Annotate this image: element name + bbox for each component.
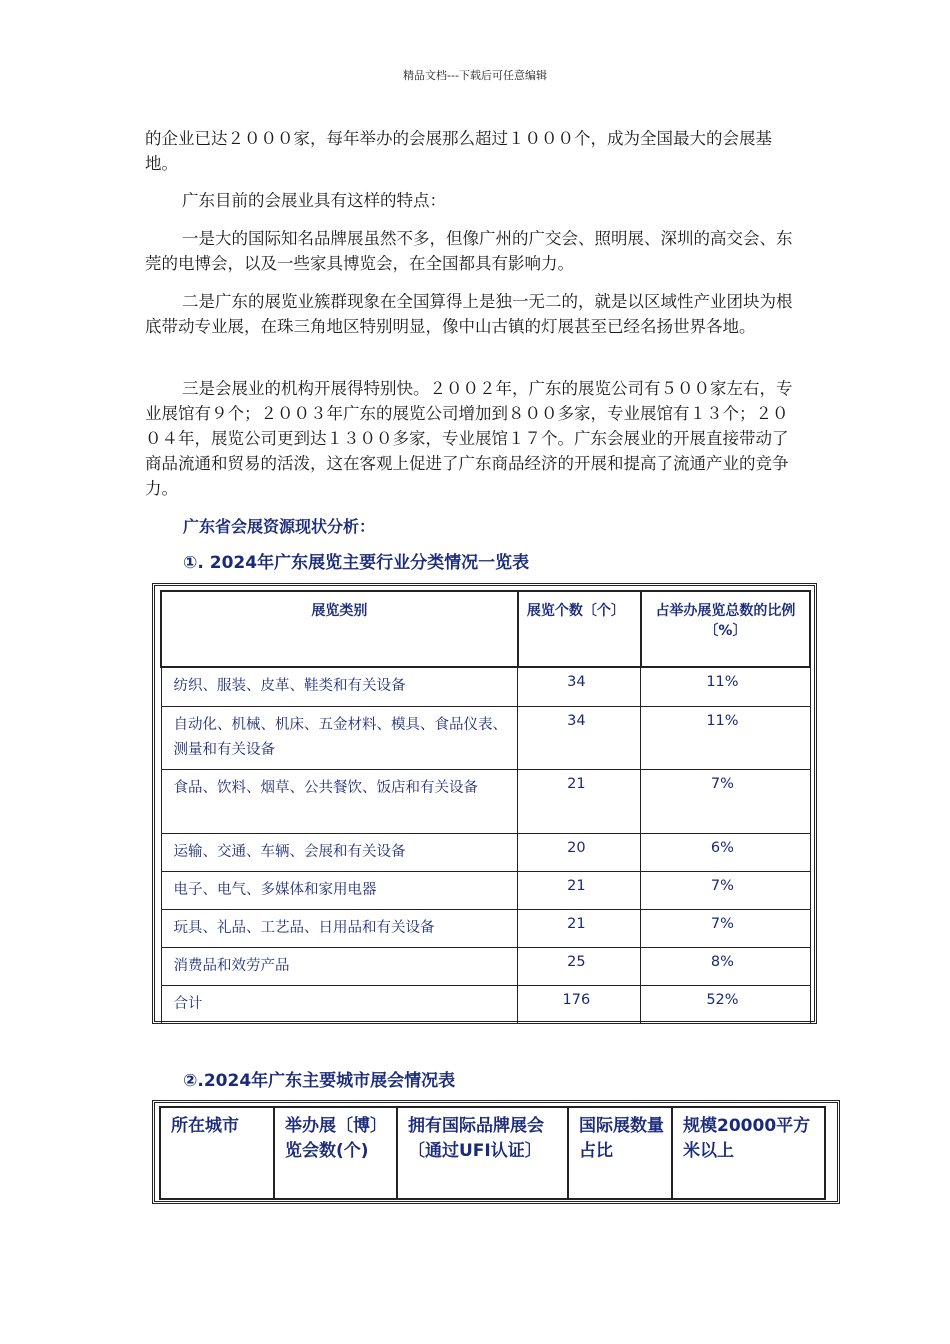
table-total-row bbox=[161, 985, 810, 1023]
paragraph-2: 广东目前的会展业具有这样的特点： bbox=[182, 191, 446, 210]
row-count: 176 bbox=[518, 985, 641, 1023]
city-table bbox=[159, 1106, 826, 1200]
table1-title: ①. 2024年广东展览主要行业分类情况一览表 bbox=[183, 553, 530, 573]
row-count: 21 bbox=[518, 769, 641, 833]
table2-frame bbox=[152, 1100, 840, 1204]
header-category: 展览类别 bbox=[161, 591, 518, 667]
row-count: 34 bbox=[518, 706, 641, 769]
row-percent: 7% bbox=[641, 769, 810, 833]
row-percent: 8% bbox=[641, 947, 810, 985]
row-category: 运输、交通、车辆、会展和有关设备 bbox=[161, 833, 518, 871]
header-note: 精品文档---下载后可任意编辑 bbox=[403, 69, 547, 82]
table-row bbox=[161, 909, 810, 947]
table-row bbox=[161, 706, 810, 769]
header-percent: 占举办展览总数的比例〔%〕 bbox=[641, 591, 810, 667]
row-count: 20 bbox=[518, 833, 641, 871]
table-row bbox=[161, 947, 810, 985]
row-count: 21 bbox=[518, 871, 641, 909]
table-header-row bbox=[161, 591, 810, 667]
header-scale: 规模20000平方米以上 bbox=[672, 1107, 825, 1199]
row-category: 合计 bbox=[161, 985, 518, 1023]
header-ufi-brand: 拥有国际品牌展会〔通过UFI认证〕 bbox=[397, 1107, 568, 1199]
row-category: 消费品和效劳产品 bbox=[161, 947, 518, 985]
table-header-row bbox=[160, 1107, 825, 1199]
industry-table bbox=[160, 590, 811, 1024]
table1-frame bbox=[152, 583, 817, 1024]
row-percent: 7% bbox=[641, 871, 810, 909]
table-row bbox=[161, 833, 810, 871]
table-row bbox=[161, 871, 810, 909]
row-percent: 52% bbox=[641, 985, 810, 1023]
header-city: 所在城市 bbox=[160, 1107, 274, 1199]
header-exhibition-count: 举办展〔博〕览会数(个) bbox=[274, 1107, 397, 1199]
paragraph-3: 一是大的国际知名品牌展虽然不多，但像广州的广交会、照明展、深圳的高交会、东莞的电博会，以及一些家具博览会，在全国都具有影响力。 bbox=[145, 229, 793, 273]
row-percent: 11% bbox=[641, 667, 810, 706]
row-count: 21 bbox=[518, 909, 641, 947]
header-intl-share: 国际展数量占比 bbox=[568, 1107, 672, 1199]
row-category: 纺织、服装、皮革、鞋类和有关设备 bbox=[161, 667, 518, 706]
header-count: 展览个数〔个〕 bbox=[518, 591, 641, 667]
row-category: 自动化、机械、机床、五金材料、模具、食品仪表、测量和有关设备 bbox=[161, 706, 518, 769]
row-category: 食品、饮料、烟草、公共餐饮、饭店和有关设备 bbox=[161, 769, 518, 833]
row-category: 电子、电气、多媒体和家用电器 bbox=[161, 871, 518, 909]
row-count: 25 bbox=[518, 947, 641, 985]
paragraph-5: 三是会展业的机构开展得特别快。２００２年，广东的展览公司有５００家左右，专业展馆有９个；２００３年广东的展览公司增加到８００多家，专业展馆有１３个；２００４年，展览公司更到达１３００多家，专业展馆１７个。广东会展业的开展直接带动了商品流通和贸易的活泼，这在客观上促进了广东商品经济的开展和提高了流通产业的竞争力。 bbox=[145, 379, 793, 498]
table2-title: ②.2024年广东主要城市展会情况表 bbox=[183, 1071, 456, 1091]
row-percent: 7% bbox=[641, 909, 810, 947]
row-category: 玩具、礼品、工艺品、日用品和有关设备 bbox=[161, 909, 518, 947]
row-count: 34 bbox=[518, 667, 641, 706]
table-row bbox=[161, 769, 810, 833]
paragraph-1: 的企业已达２０００家，每年举办的会展那么超过１０００个，成为全国最大的会展基地。 bbox=[145, 129, 772, 173]
row-percent: 11% bbox=[641, 706, 810, 769]
row-percent: 6% bbox=[641, 833, 810, 871]
table-row bbox=[161, 667, 810, 706]
paragraph-4: 二是广东的展览业簇群现象在全国算得上是独一无二的，就是以区域性产业团块为根底带动专业展，在珠三角地区特别明显，像中山古镇的灯展甚至已经名扬世界各地。 bbox=[145, 292, 793, 336]
section-title: 广东省会展资源现状分析： bbox=[183, 517, 376, 536]
